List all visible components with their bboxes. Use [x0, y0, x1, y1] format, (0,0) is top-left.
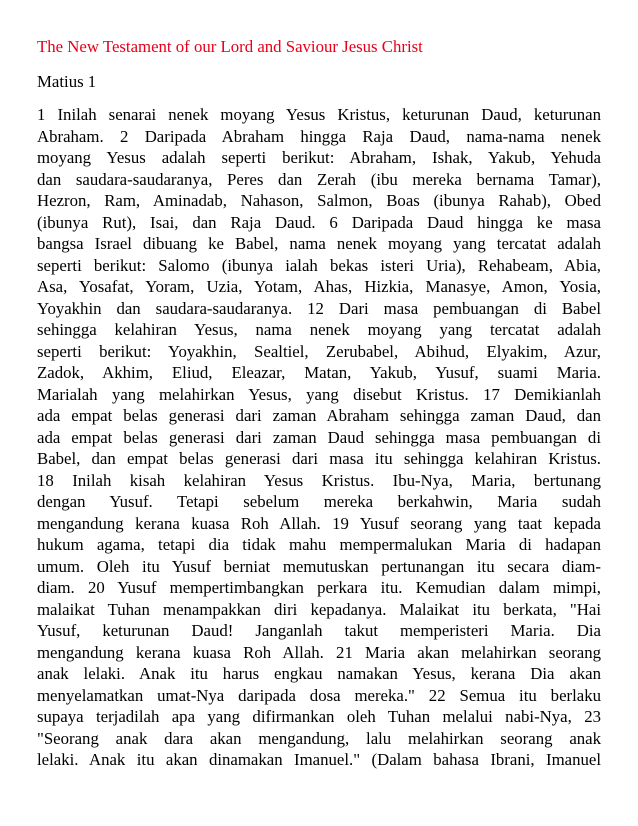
text-line: umum. Oleh itu Yusuf berniat memutuskan pertunangan itu secara diam- — [37, 556, 601, 576]
text-line: Zadok, Akhim, Eliud, Eleazar, Matan, Yakub, Yusuf, suami Maria. — [37, 363, 601, 382]
text-line: Asa, Yosafat, Yoram, Uzia, Yotam, Ahas, Hizkia, Manasye, Amon, Yosia, — [37, 277, 601, 296]
text-line: Babel, dan empat belas generasi dari masa itu sehingga kelahiran Kristus. — [37, 449, 601, 468]
text-line: supaya terjadilah apa yang difirmankan oleh Tuhan melalui nabi-Nya, 23 — [37, 707, 601, 726]
text-line: Yusuf, keturunan Daud! Janganlah takut memperisteri Maria. Dia — [37, 621, 601, 640]
text-line: hukum agama, tetapi dia tidak mahu mempermalukan Maria di hadapan — [37, 535, 601, 554]
text-line: mengandung kerana kuasa Roh Allah. 19 Yusuf seorang yang taat kepada — [37, 513, 601, 533]
text-line: bangsa Israel dibuang ke Babel, nama nenek moyang yang tercatat adalah — [37, 234, 601, 253]
text-line: dan saudara-saudaranya, Peres dan Zerah (ibu mereka bernama Tamar), — [37, 169, 601, 189]
text-line: dengan Yusuf. Tetapi sebelum mereka berkahwin, Maria sudah — [37, 492, 601, 511]
text-line: Marialah yang melahirkan Yesus, yang disebut Kristus. 17 Demikianlah — [37, 384, 601, 404]
text-line: ada empat belas generasi dari zaman Abraham sehingga zaman Daud, dan — [37, 406, 601, 425]
text-line: lelaki. Anak itu akan dinamakan Imanuel." (Dalam bahasa Ibrani, Imanuel — [37, 750, 601, 769]
text-line: seperti berikut: Yoyakhin, Sealtiel, Zerubabel, Abihud, Elyakim, Azur, — [37, 341, 601, 361]
text-line: 18 Inilah kisah kelahiran Yesus Kristus. Ibu-Nya, Maria, bertunang — [37, 470, 601, 490]
document-title: The New Testament of our Lord and Saviour Jesus Christ — [37, 37, 423, 56]
chapter-body — [37, 104, 601, 771]
text-line: (ibunya Rut), Isai, dan Raja Daud. 6 Daripada Daud hingga ke masa — [37, 212, 601, 232]
text-line: mengandung kerana kuasa Roh Allah. 21 Maria akan melahirkan seorang — [37, 642, 601, 662]
text-line: anak lelaki. Anak itu harus engkau namakan Yesus, kerana Dia akan — [37, 664, 601, 683]
text-line: menyelamatkan umat-Nya daripada dosa mereka." 22 Semua itu berlaku — [37, 685, 601, 705]
text-line: sehingga kelahiran Yesus, nama nenek moyang yang tercatat adalah — [37, 320, 601, 339]
text-line: ada empat belas generasi dari zaman Daud sehingga masa pembuangan di — [37, 427, 601, 447]
text-line: seperti berikut: Salomo (ibunya ialah bekas isteri Uria), Rehabeam, Abia, — [37, 255, 601, 275]
text-line: Hezron, Ram, Aminadab, Nahason, Salmon, Boas (ibunya Rahab), Obed — [37, 191, 601, 210]
text-line: malaikat Tuhan menampakkan diri kepadanya. Malaikat itu berkata, "Hai — [37, 599, 601, 619]
text-line: "Seorang anak dara akan mengandung, lalu melahirkan seorang anak — [37, 728, 601, 748]
text-line: Abraham. 2 Daripada Abraham hingga Raja Daud, nama-nama nenek — [37, 126, 601, 146]
text-line: diam. 20 Yusuf mempertimbangkan perkara itu. Kemudian dalam mimpi, — [37, 578, 601, 597]
text-line: moyang Yesus adalah seperti berikut: Abraham, Ishak, Yakub, Yehuda — [37, 148, 601, 167]
text-line: 1 Inilah senarai nenek moyang Yesus Kristus, keturunan Daud, keturunan — [37, 105, 601, 124]
text-line: Yoyakhin dan saudara-saudaranya. 12 Dari masa pembuangan di Babel — [37, 298, 601, 318]
chapter-heading: Matius 1 — [37, 72, 97, 91]
